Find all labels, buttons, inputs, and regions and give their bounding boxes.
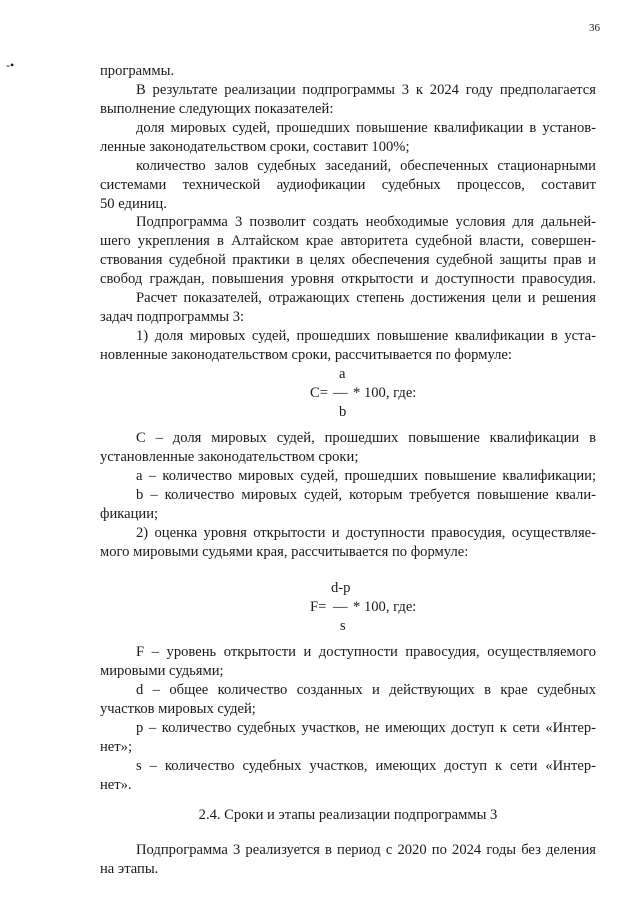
text-line: ствования судебной практики в целях обеспечения судебной защиты прав и [100, 252, 596, 268]
text-line: 1) доля мировых судей, прошедших повышение квалификации в уста- [136, 328, 596, 344]
text-line: Расчет показателей, отражающих степень достижения цели и решения [136, 290, 596, 306]
text-line: b – количество мировых судей, которым требуется повышение квали- [136, 487, 596, 503]
text-line: мировыми судьями; [100, 663, 224, 679]
text-line: 2) оценка уровня открытости и доступности правосудия, осуществляе- [136, 525, 596, 541]
text-line: задач подпрограммы 3: [100, 309, 245, 325]
text-line: d – общее количество созданных и действующих в крае судебных [136, 682, 596, 698]
text-line: нет»; [100, 739, 133, 755]
text-line: шего укрепления в Алтайском крае авторитета судебной власти, совершен- [100, 233, 596, 249]
text-line: Подпрограмма 3 позволит создать необходимые условия для дальней- [136, 214, 596, 230]
text-line: 50 единиц. [100, 196, 167, 212]
fraction-bar: — [333, 385, 348, 401]
text-line: участков мировых судей; [100, 701, 256, 717]
text-line: количество залов судебных заседаний, обеспеченных стационарными [136, 158, 596, 174]
section-heading: 2.4. Сроки и этапы реализации подпрограммы 3 [198, 807, 498, 823]
text-line: фикации; [100, 506, 159, 522]
text-line: p – количество судебных участков, не имеющих доступ к сети «Интер- [136, 720, 596, 736]
formula-denominator: s [340, 618, 346, 634]
text-line: F – уровень открытости и доступности правосудия, осуществляемого [136, 644, 596, 660]
formula-numerator: d-p [331, 580, 351, 596]
page-number: 36 [589, 22, 600, 34]
formula-denominator: b [339, 404, 347, 420]
text-line: С – доля мировых судей, прошедших повышение квалификации в [136, 430, 596, 446]
text-line: программы. [100, 63, 175, 79]
text-line: на этапы. [100, 861, 159, 877]
text-line: установленные законодательством сроки; [100, 449, 359, 465]
formula-lhs: C= [310, 385, 328, 401]
text-line: новленные законодательством сроки, рассчитывается по формуле: [100, 347, 512, 363]
formula-numerator: a [339, 366, 346, 382]
text-line: доля мировых судей, прошедших повышение квалификации в установ- [136, 120, 596, 136]
text-line: a – количество мировых судей, прошедших повышение квалификации; [136, 468, 596, 484]
formula-rhs: * 100, где: [353, 599, 417, 615]
text-line: В результате реализации подпрограммы 3 к 2024 году предполагается [136, 82, 596, 98]
text-line: свобод граждан, повышения уровня открытости и доступности правосудия. [100, 271, 596, 287]
text-line: s – количество судебных участков, имеющих доступ к сети «Интер- [136, 758, 596, 774]
text-line: системами технической аудиофикации судебных процессов, составит [100, 177, 596, 193]
text-line: Подпрограмма 3 реализуется в период с 2020 по 2024 годы без деления [136, 842, 596, 858]
margin-mark: -• [6, 58, 15, 72]
text-line: мого мировыми судьями края, рассчитывается по формуле: [100, 544, 469, 560]
text-line: ленные законодательством сроки, составит 100%; [100, 139, 410, 155]
text-line: выполнение следующих показателей: [100, 101, 334, 117]
text-line: нет». [100, 777, 132, 793]
fraction-bar: — [333, 599, 348, 615]
formula-lhs: F= [310, 599, 327, 615]
formula-rhs: * 100, где: [353, 385, 417, 401]
